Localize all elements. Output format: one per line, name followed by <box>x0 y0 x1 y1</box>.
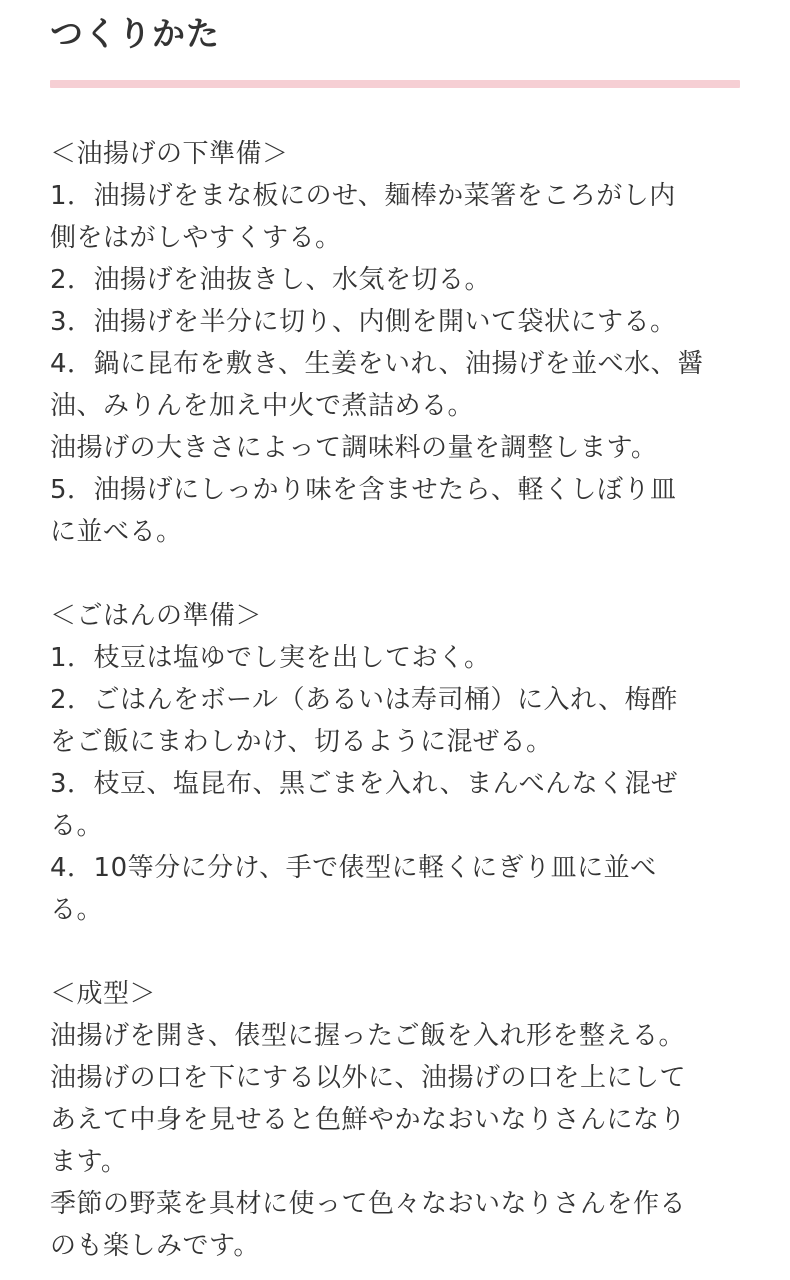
step-line: 1．枝豆は塩ゆでし実を出しておく。 <box>50 643 491 673</box>
step-line: 油揚げの口を下にする以外に、油揚げの口を上にして <box>50 1063 687 1093</box>
step-line: をご飯にまわしかけ、切るように混ぜる。 <box>50 727 553 757</box>
step-line: 油揚げの大きさによって調味料の量を調整します。 <box>50 433 658 463</box>
step-line: る。 <box>50 895 104 925</box>
step-line: 4．10等分に分け、手で俵型に軽くにぎり皿に並べ <box>50 853 657 883</box>
step-line: 2．油揚げを油抜きし、水気を切る。 <box>50 265 492 295</box>
step-line: 5．油揚げにしっかり味を含ませたら、軽くしぼり皿 <box>50 475 677 505</box>
step-line: 季節の野菜を具材に使って色々なおいなりさんを作る <box>50 1189 687 1219</box>
step-line: 油、みりんを加え中火で煮詰める。 <box>50 391 475 421</box>
step-line: 4．鍋に昆布を敷き、生姜をいれ、油揚げを並べ水、醤 <box>50 349 704 379</box>
step-line: ます。 <box>50 1147 128 1177</box>
recipe-body <box>50 88 740 1267</box>
section-heading: ＜油揚げの下準備＞ <box>50 139 289 169</box>
step-line: あえて中身を見せると色鮮やかなおいなりさんになり <box>50 1105 687 1135</box>
step-line: 油揚げを開き、俵型に握ったご飯を入れ形を整える。 <box>50 1021 685 1051</box>
step-line: る。 <box>50 811 104 841</box>
section-spacer <box>50 553 740 595</box>
step-line: 2．ごはんをボール（あるいは寿司桶）に入れ、梅酢 <box>50 685 678 715</box>
step-line: 3．油揚げを半分に切り、内側を開いて袋状にする。 <box>50 307 677 337</box>
section-shaping <box>50 973 740 1267</box>
step-line: 側をはがしやすくする。 <box>50 223 342 253</box>
step-line: のも楽しみです。 <box>50 1231 260 1261</box>
section-title: つくりかた <box>50 14 220 53</box>
section-heading: ＜ごはんの準備＞ <box>50 601 263 631</box>
section-spacer <box>50 931 740 973</box>
section-abura-age-prep <box>50 133 740 553</box>
section-heading: ＜成型＞ <box>50 979 157 1009</box>
step-line: 3．枝豆、塩昆布、黒ごまを入れ、まんべんなく混ぜ <box>50 769 678 799</box>
section-rice-prep <box>50 595 740 931</box>
step-line: に並べる。 <box>50 517 183 547</box>
title-divider <box>50 80 740 88</box>
step-line: 1．油揚げをまな板にのせ、麺棒か菜箸をころがし内 <box>50 181 676 211</box>
